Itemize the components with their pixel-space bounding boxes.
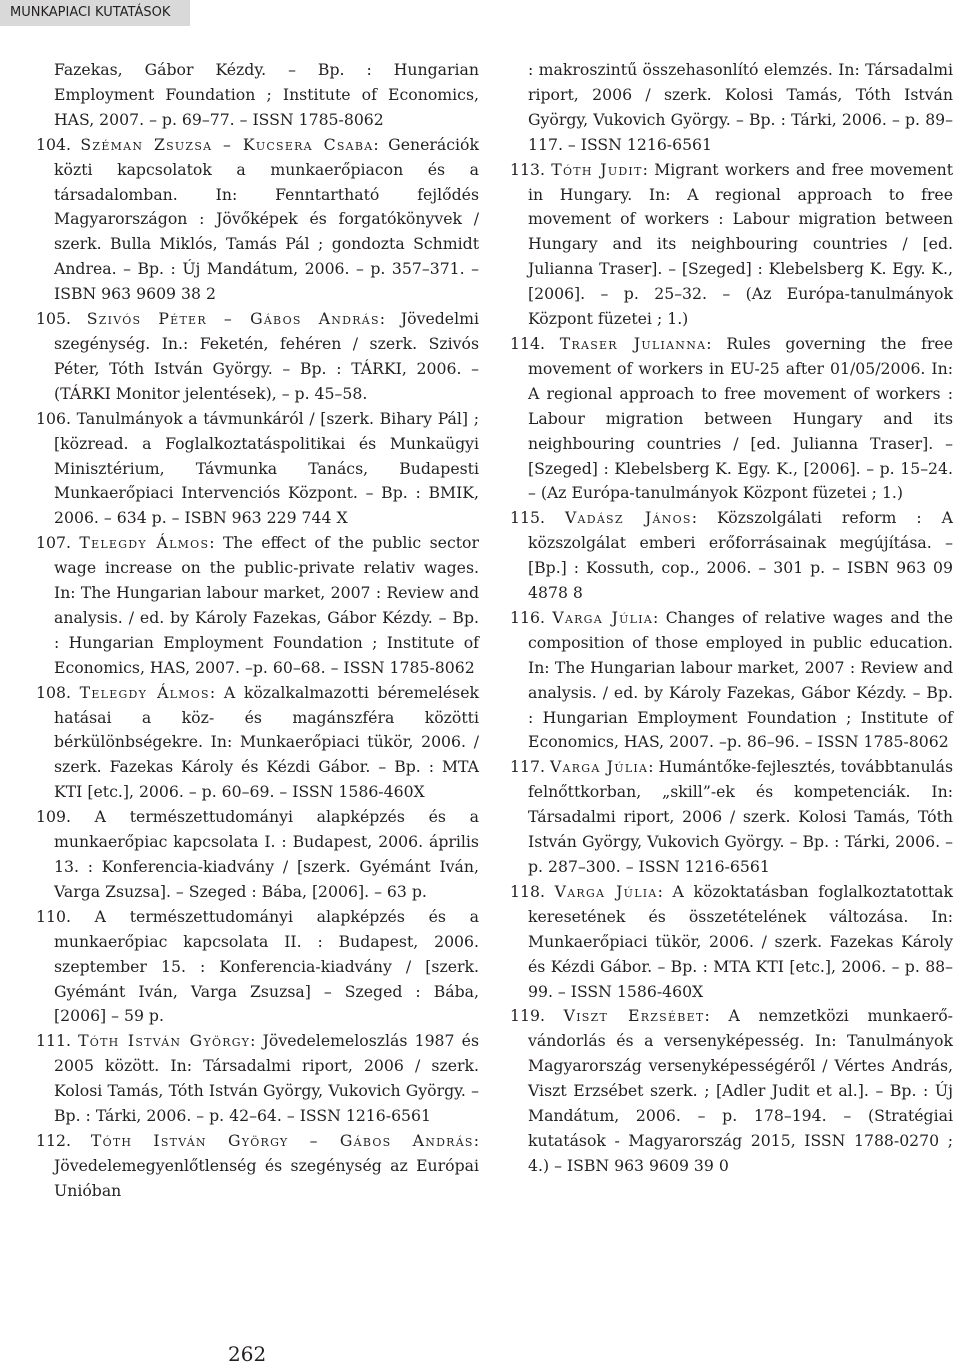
page-number: 262	[228, 1342, 267, 1366]
entry-number: 109.	[36, 807, 71, 827]
right-column	[510, 58, 953, 1179]
entry-text: : Humántőke-fejlesztés, továbbtanulás felnőttkorban, „skill”-ek és kompetenciák. In: Társadalmi riport, 2006 / szerk. Kolosi Tamás, Tóth István György, Vukovich György. – Bp. : Tárki, 2006. – p. 287–300. – ISSN 1216-6561	[528, 757, 953, 876]
entry-text: : Rules governing the free movement of workers in EU-25 after 01/05/2006. In: A regional approach to free movement of workers : Labour migration between Hungary and its neighbouring countries / [ed. Julianna Traser]. – [Szeged] : Klebelsberg K. Egy. K., [2006]. – p. 15–24. – (Az Európa-tanulmányok Központ füzetei ; 1.)	[528, 333, 953, 503]
entry-text: : Migrant workers and free movement in Hungary. In: A regional approach to free movement of workers : Labour migration between Hungary and its neighbouring countries / [ed. Julianna Traser]. – [Szeged] : Klebelsberg K. Egy. K., [2006]. – p. 25–32. – (Az Európa-tanulmányok Központ füzetei ; 1.)	[528, 159, 953, 329]
entry-text: : Changes of relative wages and the composition of those employed in public education. In: The Hungarian labour market, 2007 : Review and analysis. / ed. by Károly Fazekas, Gábor Kézdy. – Bp. : Hungarian Employment Foundation ; Institute of Economics, HAS, 2007. –p. 86–96. – ISSN 1785-8062	[528, 607, 953, 752]
entry-text: : Jövedelemeloszlás 1987 és 2005 között. In: Társadalmi riport, 2006 / szerk. Kolosi Tamás, Tóth István György, Vukovich György. – Bp. : Tárki, 2006. – p. 42–64. – ISSN 1216-6561	[54, 1031, 479, 1126]
bibliography-entry	[36, 905, 479, 1030]
entry-author: Vadász János	[564, 508, 692, 528]
bibliography-entry	[36, 307, 479, 407]
bibliography-entry	[36, 133, 479, 307]
bibliography-entry	[36, 681, 479, 806]
bibliography-entry	[510, 880, 953, 1005]
continuation-text: Fazekas, Gábor Kézdy. – Bp. : Hungarian Employment Foundation ; Institute of Economics, HAS, 2007. – p. 69–77. – ISSN 1785-8062	[54, 60, 479, 129]
entry-author: Telegdy Álmos	[79, 533, 210, 553]
entry-text: : Generációk közti kapcsolatok a munkaerőpiacon és a társadalomban. In: Fenntartható fejlődés Magyarországon : Jövőképek és forgatókönyvek / szerk. Bulla Miklós, Tamás Pál ; gondozta Schmidt Andrea. – Bp. : Új Mandátum, 2006. – p. 357–371. – ISBN 963 9609 38 2	[54, 134, 479, 304]
bibliography-entry	[510, 606, 953, 755]
entry-number: 112.	[36, 1130, 71, 1150]
bibliography-entry	[510, 755, 953, 880]
entry-text: A természettudományi alapképzés és a munkaerőpiac kapcsolata I. : Budapest, 2006. április 13. : Konferencia-kiadvány / [szerk. Gyémánt Iván, Varga Zsuzsa]. – Szeged : Bába, [2006]. – 63 p.	[54, 807, 479, 901]
entry-number: 113.	[510, 159, 545, 179]
entry-author: Tóth Judit	[551, 159, 643, 179]
bibliography-entry	[510, 506, 953, 606]
entry-author: Traser Julianna	[559, 333, 707, 353]
bibliography-entry	[510, 158, 953, 332]
entry-author: Telegdy Álmos	[79, 682, 210, 702]
entry-number: 105.	[36, 309, 71, 329]
entry-number: 118.	[510, 881, 545, 901]
bibliography-entry	[36, 805, 479, 905]
entry-number: 114.	[510, 333, 545, 353]
entry-text: Tanulmányok a távmunkáról / [szerk. Bihary Pál] ; [közread. a Foglalkoztatáspolitikai és Munkaügyi Minisztérium, Távmunka Tanács, Budapesti Munkaerőpiaci Intervenciós Központ. – Bp. : BMIK, 2006. – 634 p. – ISBN 963 229 744 X	[54, 408, 479, 528]
bibliography-entry	[36, 531, 479, 680]
entry-text: : A nemzetközi munkaerő-vándorlás és a versenyképesség. In: Tanulmányok Magyarország versenyképességéről / Vértes András, Viszt Erzsébet szerk. ; [Adler Judit et al.]. – Bp. : Új Mandátum, 2006. – p. 178–194. – (Stratégiai kutatások - Magyarország 2015, ISSN 1788-0270 ; 4.) – ISBN 963 9609 39 0	[528, 1006, 953, 1175]
bibliography-entry	[36, 407, 479, 532]
entry-text: : Jövedelemegyenlőtlenség és szegénység az Európai Unióban	[54, 1130, 479, 1200]
entry-number: 108.	[36, 682, 71, 702]
entry-number: 110.	[36, 906, 71, 926]
section-header-bar	[0, 0, 190, 26]
left-column	[36, 58, 479, 1204]
bibliography-entry	[36, 1029, 479, 1129]
entry-number: 111.	[36, 1031, 71, 1051]
entry-author: Szivós Péter – Gábos András	[86, 309, 380, 329]
entry-number: 116.	[510, 607, 545, 627]
entry-text: A természettudományi alapképzés és a munkaerőpiac kapcsolata II. : Budapest, 2006. szeptember 15. : Konferencia-kiadvány / [szerk. Gyémánt Iván, Varga Zsuzsa] – Szeged : Bába, [2006] – 59 p.	[54, 906, 479, 1026]
entry-number: 117.	[510, 757, 545, 777]
entry-author: Varga Júlia	[554, 881, 658, 901]
entry-author: Széman Zsuzsa – Kucsera Csaba	[80, 134, 374, 154]
continuation-text: : makroszintű összehasonlító elemzés. In: Társadalmi riport, 2006 / szerk. Kolosi Tamás, Tóth István György, Vukovich György. – Bp. : Tárki, 2006. – p. 89–117. – ISSN 1216-6561	[528, 60, 953, 154]
entry-number: 104.	[36, 134, 71, 154]
entry-number: 106.	[36, 408, 71, 428]
entry-author: Tóth István György	[78, 1031, 251, 1051]
bibliography-entry	[510, 332, 953, 506]
entry-author: Tóth István György – Gábos András	[90, 1130, 474, 1150]
entry-text: : A közalkalmazotti béremelések hatásai a köz- és magánszféra közötti bérkülönbségekre. In: Munkaerőpiaci tükör, 2006. / szerk. Fazekas Károly és Kézdi Gábor. – Bp. : MTA KTI [etc.], 2006. – p. 60–69. – ISSN 1586-460X	[54, 682, 479, 802]
entry-number: 115.	[510, 508, 545, 528]
entry-author: Varga Júlia	[552, 607, 654, 627]
entry-number: 119.	[510, 1006, 545, 1026]
entry-author: Viszt Erzsébet	[563, 1006, 705, 1026]
entry-text: : The effect of the public sector wage increase on the public-private relativ wages. In: The Hungarian labour market, 2007 : Review and analysis. / ed. by Károly Fazekas, Gábor Kézdy. – Bp. : Hungarian Employment Foundation ; Institute of Economics, HAS, 2007. –p. 60–68. – ISSN 1785-8062	[54, 533, 479, 677]
entry-number: 107.	[36, 533, 71, 553]
entry-text: : A közoktatásban foglalkoztatottak keresetének és összetételének változása. In: Munkaerőpiaci tükör, 2006. / szerk. Fazekas Károly és Kézdi Gábor. – Bp. : MTA KTI [etc.], 2006. – p. 88–99. – ISSN 1586-460X	[528, 881, 953, 1001]
section-label: MUNKAPIACI KUTATÁSOK	[10, 5, 171, 20]
entry-author: Varga Júlia	[549, 757, 649, 777]
entry-text: : Jövedelmi szegénység. In.: Feketén, fehéren / szerk. Szivós Péter, Tóth István György. – Bp. : TÁRKI, 2006. – (TÁRKI Monitor jelentések), – p. 45–58.	[54, 309, 479, 403]
entry-text: : Közszolgálati reform : A közszolgálat emberi erőforrásainak megújítása. – [Bp.] : Kossuth, cop., 2006. – 301 p. – ISBN 963 09 4878 8	[528, 508, 953, 603]
bibliography-entry	[36, 1129, 479, 1204]
bibliography-entry	[510, 1004, 953, 1178]
